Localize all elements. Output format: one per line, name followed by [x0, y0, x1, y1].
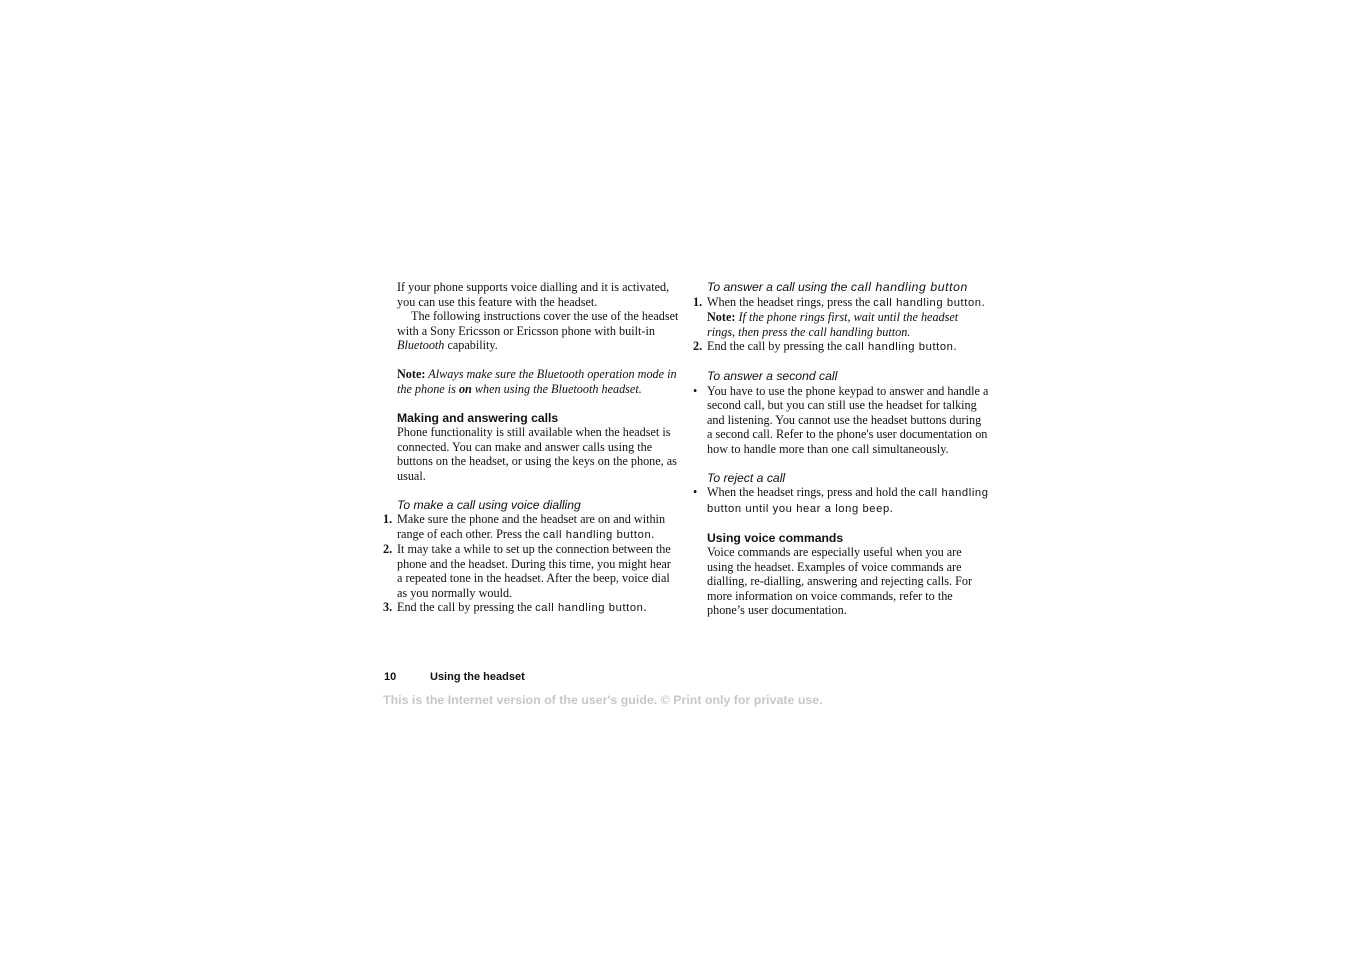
list-item: 2. It may take a while to set up the connection between the phone and the headset. During this time, you might hear a repeated tone in the headset. After the beep, voice dial as you normally would.	[383, 542, 671, 600]
left-column	[383, 280, 679, 616]
list-item: 3. End the call by pressing the call handling button.	[383, 600, 647, 614]
voice-commands-paragraph: Voice commands are especially useful when you are using the headset. Examples of voice commands are dialling, re-dialling, answering and rejecting calls. For more information on voice commands, refer to the phone’s user documentation.	[707, 545, 973, 617]
list-item: • When the headset rings, press and hold the call handling button until you hear a long beep.	[693, 485, 989, 515]
watermark-text: This is the Internet version of the user's guide. © Print only for private use.	[383, 693, 823, 707]
voice-commands-heading: Using voice commands	[707, 530, 844, 545]
list-item: 1. Make sure the phone and the headset are on and within range of each other. Press the call handling button.	[383, 512, 666, 541]
intro-paragraph-2: The following instructions cover the use of the headset with a Sony Ericsson or Ericsson phone with built-in Bluetooth capability.	[397, 309, 679, 352]
section-paragraph: Phone functionality is still available when the headset is connected. You can make and answer calls using the buttons on the headset, or using the keys on the phone, as usual.	[397, 425, 677, 483]
list-item: 1. When the headset rings, press the call handling button. Note: If the phone rings first, wait until the headset rings, then press the call handling button.	[707, 295, 989, 340]
answer-call-heading: To answer a call using the call handling button	[707, 280, 968, 294]
right-column	[693, 280, 989, 618]
answer-note: Note: If the phone rings first, wait until the headset rings, then press the call handling button.	[707, 310, 959, 339]
reject-call-heading: To reject a call	[707, 470, 786, 485]
page-number: 10	[384, 671, 397, 683]
voice-dial-heading: To make a call using voice dialling	[397, 497, 581, 512]
second-call-heading: To answer a second call	[707, 369, 838, 383]
section-heading: Making and answering calls	[397, 410, 559, 425]
list-item: 2. End the call by pressing the call handling button.	[693, 339, 957, 353]
intro-paragraph: If your phone supports voice dialling and it is activated, you can use this feature with the headset.	[397, 280, 670, 309]
note: Note: Always make sure the Bluetooth operation mode in the phone is on when using the Bluetooth headset.	[397, 367, 677, 396]
footer-section-title: Using the headset	[430, 671, 525, 683]
list-item: • You have to use the phone keypad to answer and handle a second call, but you can still use the headset for talking and listening. You cannot use the headset buttons during a second call. Refer to the phone's user documentation on how to handle more than one call simultaneously.	[693, 383, 989, 456]
